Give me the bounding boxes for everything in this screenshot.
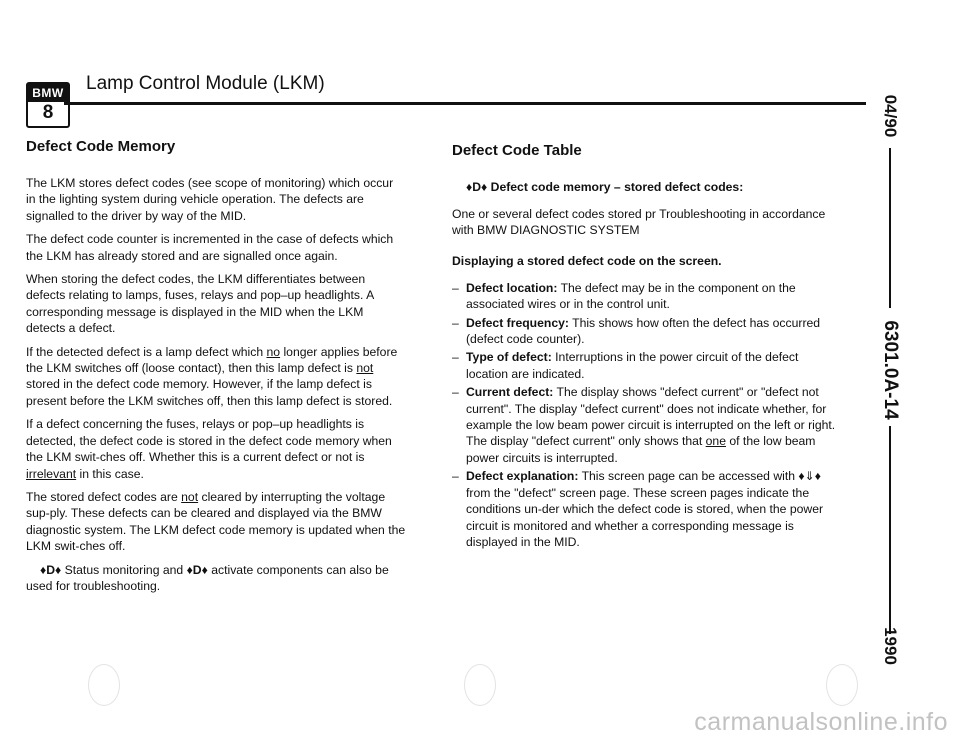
logo-brand: BMW <box>28 84 68 102</box>
bmw-logo <box>26 82 70 128</box>
defect-code-table-heading: Defect Code Table <box>452 142 582 159</box>
defect-details-list <box>452 280 842 551</box>
header-rule <box>64 102 866 105</box>
paragraph-1: The LKM stores defect codes (see scope of monitoring) which occur in the lighting system during vehicle operation. The defects are signalled to the driver by way of the MID. <box>26 176 394 223</box>
watermark: carmanualsonline.info <box>694 708 948 736</box>
intro-paragraph: One or several defect codes stored pr Troubleshooting in accordance with BMW DIAGNOSTIC SYSTEM <box>452 207 826 238</box>
logo-series: 8 <box>42 102 54 123</box>
date-label: 04/90 <box>881 94 900 138</box>
paragraph-3: When storing the defect codes, the LKM differentiates between defects relating to lamps, fuses, relays and pop–up headlights. A corresponding message is displayed in the MID when the LKM detects a defect. <box>26 272 374 336</box>
margin-line <box>889 148 891 308</box>
right-column <box>452 142 842 552</box>
punch-hole <box>88 664 120 706</box>
left-column <box>26 138 406 601</box>
diag-code-symbol: ♦D♦ <box>186 562 208 577</box>
punch-hole <box>826 664 858 706</box>
diag-code-symbol: ♦D♦ <box>466 180 488 194</box>
diag-code-symbol: ♦D♦ <box>40 562 62 577</box>
year-label: 1990 <box>881 627 900 665</box>
list-item: – Type of defect: Interruptions in the power circuit of the defect location are indicated. <box>452 350 799 381</box>
defect-code-memory-line: ♦D♦ Defect code memory – stored defect codes: <box>466 180 744 194</box>
page-title: Lamp Control Module (LKM) <box>86 73 325 94</box>
paragraph-7: ♦D♦ Status monitoring and ♦D♦ activate components can also be used for troubleshooting. <box>26 562 389 593</box>
displaying-subheading: Displaying a stored defect code on the screen. <box>452 253 722 268</box>
defect-code-memory-heading: Defect Code Memory <box>26 138 176 155</box>
list-item: – Defect explanation: This screen page can be accessed with ♦⇓♦ from the "defect" screen page. These screen pages indicate the conditions un-der which the defect code is stored, when the power circuit is monitored and whether a corresponding message is displayed in the MID. <box>452 469 824 549</box>
side-margin <box>860 80 920 700</box>
list-item: – Current defect: The display shows "defect current" or "defect not current". The display "defect current" does not indicate whether, for example the low beam power circuit is interrupted on the left or right. The display "defect current" only shows that one of the low beam power circuits is interrupted. <box>452 385 836 465</box>
margin-line <box>889 426 891 634</box>
list-item: – Defect frequency: This shows how often the defect has occurred (defect code counter). <box>452 315 821 347</box>
paragraph-2: The defect code counter is incremented in the case of defects which the LKM has already stored and are signalled once again. <box>26 232 394 263</box>
paragraph-4: If the detected defect is a lamp defect which no longer applies before the LKM switches off (loose contact), then this lamp defect is not stored in the defect code memory. However, if the lamp defect is present before the LKM switches off, then this lamp defect is stored. <box>26 344 398 408</box>
punch-hole <box>464 664 496 706</box>
list-item: – Defect location: The defect may be in the component on the associated wires or in the control unit. <box>452 280 796 312</box>
paragraph-6: The stored defect codes are not cleared by interrupting the voltage sup-ply. These defects can be cleared and displayed via the BMW diagnostic system. The LKM defect code memory is updated when the LKM swit-ches off. <box>26 489 406 554</box>
paragraph-5: If a defect concerning the fuses, relays or pop–up headlights is detected, the defect code is stored in the defect code memory when the LKM swit-ches off. Whether this is a current defect or not is irrelevant in this case. <box>26 417 392 481</box>
page-code-label: 6301.0A-14 <box>880 320 901 420</box>
